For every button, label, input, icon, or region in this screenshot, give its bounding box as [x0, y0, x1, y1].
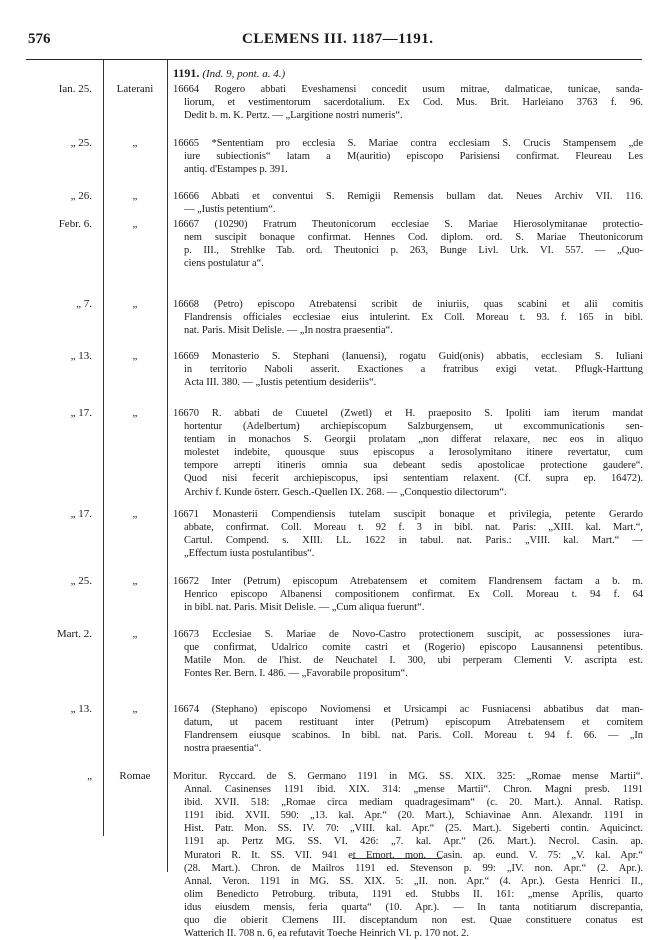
indiction-note: (Ind. 9, pont. a. 4.) — [202, 68, 286, 80]
regest-entry — [173, 190, 643, 216]
entry-text-line: in territorio Naboli asserit. Exactiones a fratribus exigi vetat. Pflugk-Harttung — [184, 364, 643, 376]
entry-date: „ 17. — [70, 407, 92, 419]
entry-place: „ — [132, 508, 138, 520]
entry-text-line: hortentur (Adelbertum) archiepiscopum Salzburgensem, ut excommunicationis sen- — [184, 421, 643, 433]
entry-text-line: nat. Paris. Misit Delisle. — „In nostra praesentia“. — [184, 325, 393, 337]
regest-entry — [173, 83, 643, 122]
entry-date: „ — [87, 770, 92, 782]
entry-text-line: molestet indebite, quousque suus episcopus a Ierosolymitano itinere revertatur, cum — [184, 447, 643, 459]
entry-text-line: 16673 Ecclesiae S. Mariae de Novo-Castro protectionem suscipit, ac possessiones iura- — [173, 629, 643, 640]
page-header — [0, 31, 650, 51]
regest-entry — [173, 298, 643, 337]
entry-text-line: Henrico episcopo Albanensi compositionem confirmat. Ex Coll. Moreau t. 94 f. 64 — [184, 589, 643, 601]
entry-place: „ — [132, 137, 138, 149]
entry-text-line: Acta III. 380. — „Iustis petentium desideriis“. — [184, 377, 377, 389]
entry-text-line: 16669 Monasterio S. Stephani (Ianuensi), rogatu Guid(onis) abbatis, ecclesiam S. Iuliani — [173, 351, 643, 362]
entry-text-line: tempore arrepti itineris omnia sua debeant sedis apostolicae protectione gaudere“. — [184, 460, 643, 472]
regest-entry — [173, 575, 643, 614]
entry-place: „ — [132, 350, 138, 362]
entry-date: „ 25. — [70, 575, 92, 587]
entry-text-line: Quod nisi fecerit archiepiscopus, ipsi sententiam relaxent. (Cf. supra ep. 16472). — [184, 473, 643, 485]
page-number: 576 — [28, 31, 51, 47]
entry-text-line: Archiv f. Kunde österr. Gesch.-Quellen IX. 268. — „Conquestio dilectorum“. — [184, 486, 507, 498]
entry-place: „ — [132, 575, 138, 587]
entry-text-line: Hist. Patr. Mon. SS. IV. 70: „VIII. kal. Apr.“ (25. Mart.). Sigeberti contin. Aquicinct. — [184, 823, 643, 835]
regest-entry — [173, 770, 643, 940]
entry-text-line: 16674 (Stephano) episcopo Noviomensi et Ursicampi ac Fusniacensi abbatibus dat man- — [173, 704, 643, 715]
entry-text-line: tentiam in monachos S. Georgii prolatam „non differat relaxare, nec eos in aliquo — [184, 434, 643, 446]
entry-text-line: 16666 Abbati et conventui S. Remigii Remensis bullam dat. Neues Archiv VII. 116. — [173, 191, 643, 202]
entry-place: „ — [132, 628, 138, 640]
entry-place: „ — [132, 407, 138, 419]
entry-text-line: 16668 (Petro) episcopo Atrebatensi scribit de iniuriis, quas scabini et alii comitis — [173, 299, 643, 310]
place-column-divider — [167, 60, 168, 872]
entry-text-line: 16667 (10290) Fratrum Theutonicorum ecclesiae S. Mariae Hierosolymitanae protectio- — [173, 219, 643, 230]
entry-place: „ — [132, 298, 138, 310]
entry-text-line: 16672 Inter (Petrum) episcopum Atrebatensem et comitem Flandrensem factam a b. m. — [173, 576, 643, 587]
entry-text-line: Matile Mon. de l'hist. de Neuchatel I. 300, ubi perperam Clementi V. ascripta est. — [184, 655, 643, 667]
year-heading — [173, 66, 285, 81]
entry-text-line: idus eiusdem mensis, feria quarta“ (10. Apr.). — In tanta notitiarum discrepantia, — [184, 901, 643, 913]
entry-place: Romae — [119, 770, 151, 782]
entry-text-line: Flandrensem eiusque scabinos. In bibl. nat. Paris. Coll. Moreau t. 94 f. 66. — „In — [184, 730, 643, 742]
entry-date: „ 25. — [70, 137, 92, 149]
entry-text-line: Dedit b. m. K. Pertz. — „Largitione nostri numeris“. — [184, 110, 403, 122]
entry-text-line: 16670 R. abbati de Cuuetel (Zwetl) et H. praeposito S. Ipoliti iam iterum mandat — [173, 408, 643, 419]
entry-text-line: abbate, confirmat. Coll. Moreau t. 92 f. 3 in bibl. nat. Paris: „XIII. kal. Mart.“, — [184, 522, 643, 534]
entry-date: „ 13. — [70, 703, 92, 715]
entry-text-line: (28. Mart.). Chron. de Mailros 1191 ed. Stevenson p. 99: „IV. non. Apr.“ (2. Apr.). — [184, 862, 643, 874]
entry-date: Febr. 6. — [58, 218, 92, 230]
entry-text-line: ciens postulatur a“. — [184, 258, 264, 270]
entry-date: „ 7. — [76, 298, 92, 310]
regest-entry — [173, 508, 643, 560]
entry-text-line: — „Iustis petentium“. — [184, 204, 276, 216]
date-column-divider — [103, 60, 104, 836]
running-title: CLEMENS III. 1187—1191. — [242, 31, 434, 47]
entry-text-line: 16664 Rogero abbati Eveshamensi concedit usum mitrae, dalmaticae, tunicae, sanda- — [173, 84, 643, 95]
entry-text-line: ibid. XVII. 518: „Romae circa mediam quadragesimam“ (c. 20. Mart.). Annal. Ratisp. — [184, 797, 643, 809]
entry-text-line: Cartul. Compend. s. XIII. LL. 1622 in tabul. nat. Paris.: „VIII. kal. Mart.“ — — [184, 535, 643, 547]
entry-place: Laterani — [116, 83, 154, 95]
header-rule — [26, 59, 642, 60]
entry-date: „ 17. — [70, 508, 92, 520]
entry-text-line: antiq. d'Estampes p. 391. — [184, 164, 288, 176]
entry-text-line: 16671 Monasterii Compendiensis tutelam suscipit bonaque et privilegia, petente Gerardo — [173, 509, 643, 520]
entry-text-line: iure subiectionis“ latam a M(auritio) episcopo Parisiensi confirmat. Fleureau Les — [184, 151, 643, 163]
regest-entry — [173, 350, 643, 389]
entry-text-line: que confirmat, Udalrico comite castri et (Rogerio) episcopo Lausannensi petentibus. — [184, 642, 643, 654]
entry-text-line: Annal. Casinenses 1191 ibid. XIX. 314: „mense Martii“. Chron. Magni presb. 1191 — [184, 784, 643, 796]
footer-rule — [352, 858, 442, 859]
entry-date: „ 26. — [70, 190, 92, 202]
entry-text-line: nem suscipit bonaque confirmat. Hennes Cod. diplom. ord. S. Mariae Theutonicorum — [184, 232, 643, 244]
entry-text-line: liorum, et vestimentorum sacerdotalium. Ex Cod. Mus. Brit. Harleiano 3763 f. 96. — [184, 97, 643, 109]
entry-date: „ 13. — [70, 350, 92, 362]
entry-place: „ — [132, 218, 138, 230]
regest-entry — [173, 218, 643, 270]
entry-place: „ — [132, 703, 138, 715]
entry-text-line: „Effectum iusta postulantibus“. — [184, 548, 315, 560]
entry-text-line: Moritur. Ryccard. de S. Germano 1191 in MG. SS. XIX. 325: „Romae mense Martii“. — [173, 771, 643, 782]
entry-date: Mart. 2. — [56, 628, 92, 640]
entry-text-line: Fontes Rer. Bern. I. 486. — „Favorabile propositum“. — [184, 668, 408, 680]
entry-text-line: Muratori R. It. SS. VII. 941 et Emort. mon. Casin. ap. eund. V. 75: „V. kal. Apr.“ — [184, 849, 643, 861]
entry-text-line: 16665 *Sententiam pro ecclesia S. Mariae contra ecclesiam S. Crucis Stampensem „de — [173, 138, 643, 149]
regest-entry — [173, 703, 643, 755]
regest-entry — [173, 137, 643, 176]
entry-date: Ian. 25. — [58, 83, 92, 95]
entry-text-line: datum, ut pacem restituant inter (Petrum) episcopum Atrebatensem et comitem — [184, 717, 643, 729]
entry-text-line: Flandrensis officiales ecclesiae eius intulerint. Ex Coll. Moreau t. 93. f. 165 in bibl. — [184, 312, 643, 324]
entry-text-line: quo die obierit Clemens III. disceptandum non est. Quae constituere conatus est — [184, 915, 643, 927]
entry-text-line: 1191 ap. Pertz MG. SS. VI. 426: „7. kal. Apr.“ (26. Mart.). Necrol. Casin. ap. — [184, 836, 643, 848]
entry-place: „ — [132, 190, 138, 202]
regest-entry — [173, 628, 643, 680]
entry-text-line: Watterich II. 708 n. 6, ea refutavit Toeche Heinrich VI. p. 170 not. 2. — [184, 928, 469, 940]
entry-text-line: p. III., Strehlke Tab. ord. Theutonici p. 263, Bunge Livl. Urk. VI. 557. — „Quo- — [184, 245, 643, 257]
entry-text-line: nostra praesentia“. — [184, 743, 262, 755]
entry-text-line: 1191 ibid. XVII. 590: „13. kal. Apr.“ (20. Mart.), Schiavinae Ann. Alexandr. 1191 in — [184, 810, 643, 822]
entry-text-line: Annal. Veron. 1191 in MG. SS. XIX. 5: „II. non. Apr.“ (4. Apr.). Gesta Henrici II., — [184, 875, 643, 887]
entry-text-line: olim Benedicto Petroburg. tributa, 1191 ed. Stubbs II. 161: „mense Aprilis, quarto — [184, 888, 643, 900]
entry-text-line: in bibl. nat. Paris. Misit Delisle. — „Cum aliqua fuerunt“. — [184, 602, 425, 614]
regest-entry — [173, 407, 643, 499]
year-label: 1191. — [173, 66, 200, 80]
